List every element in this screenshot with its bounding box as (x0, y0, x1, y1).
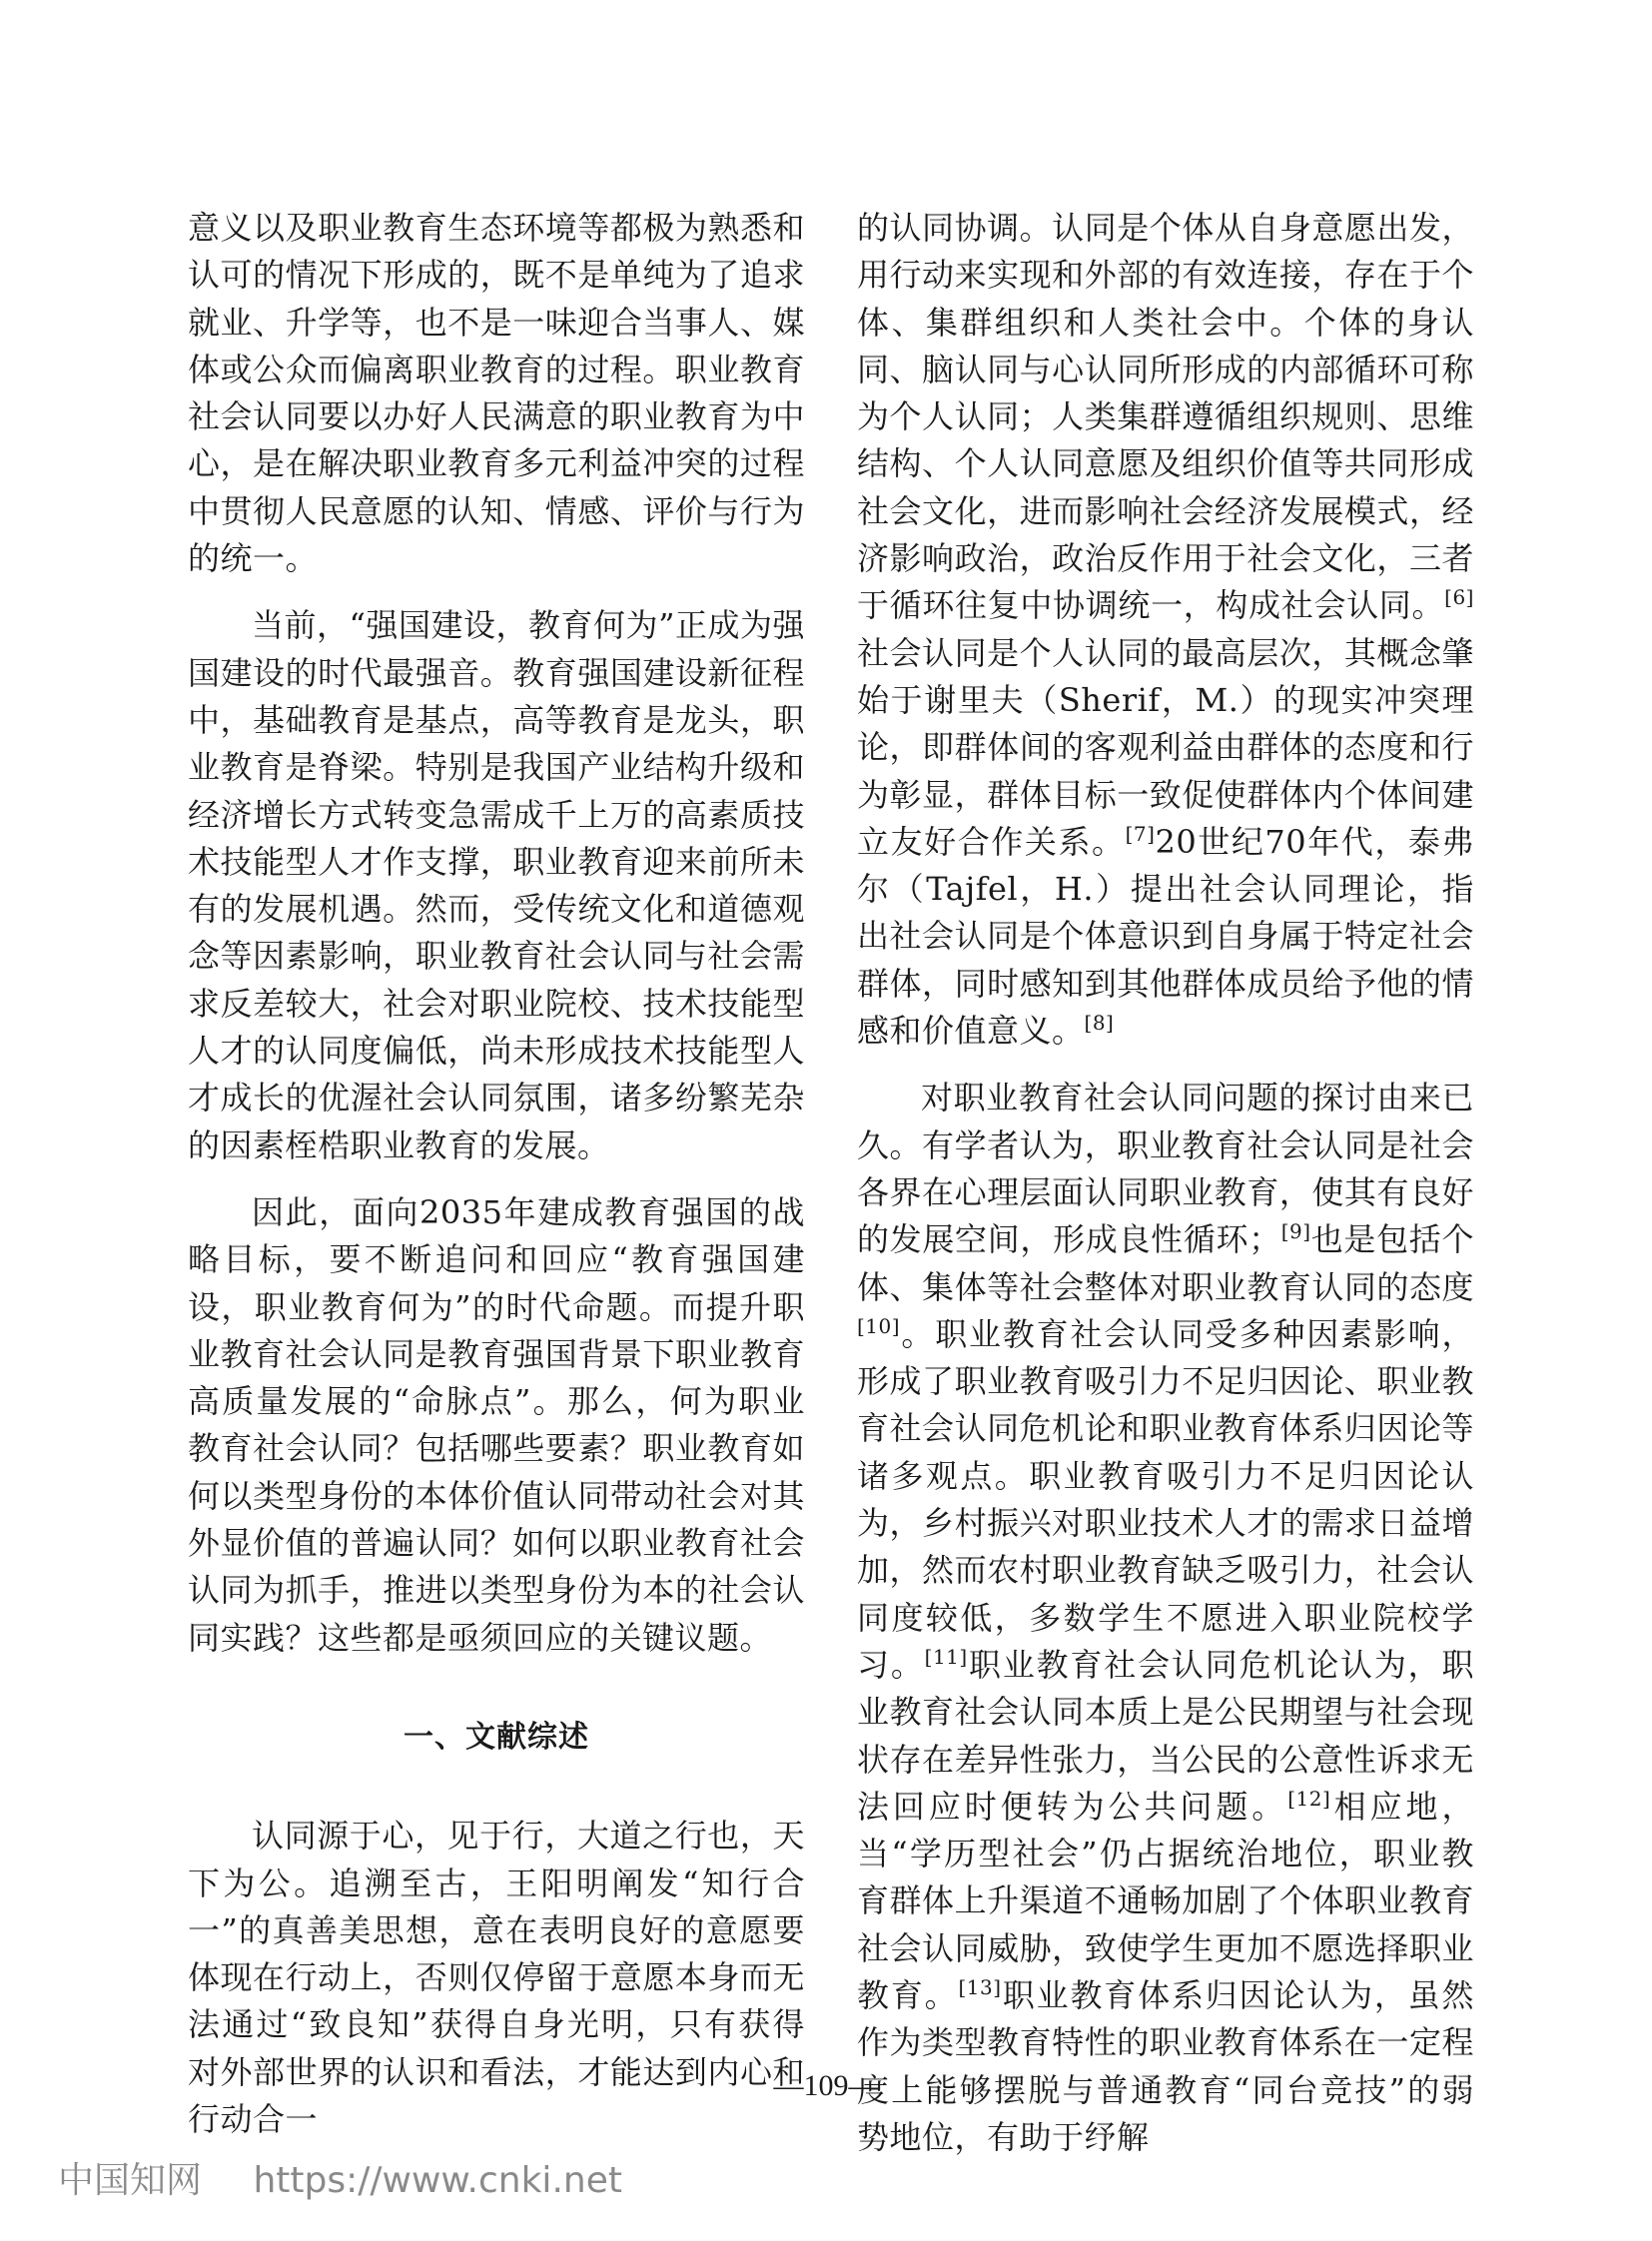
watermark-url: https://www.cnki.net (253, 2160, 622, 2201)
text-run: 20世纪70年代，泰弗尔（Tajfel，H.）提出社会认同理论，指出社会认同是个体意识到自身属于特定社会群体，同时感知到其他群体成员给予他的情感和价值意义。 (857, 822, 1474, 1051)
text-run: 的认同协调。认同是个体从自身意愿出发，用行动来实现和外部的有效连接，存在于个体、集群组织和人类社会中。个体的身认同、脑认同与心认同所形成的内部循环可称为个人认同；人类集群遵循组织规则、思维结构、个人认同意愿及组织价值等共同形成社会文化，进而影响社会经济发展模式，经济影响政治，政治反作用于社会文化，三者于循环往复中协调统一，构成社会认同。 (857, 209, 1474, 625)
right-column (857, 205, 1474, 2161)
citation-ref: [9] (1280, 1219, 1311, 1244)
citation-ref: [7] (1125, 821, 1156, 846)
text-run: 对职业教育社会认同问题的探讨由来已久。有学者认为，职业教育社会认同是社会各界在心理层面认同职业教育，使其有良好的发展空间，形成良性循环； (857, 1079, 1474, 1259)
body-paragraph (857, 205, 1474, 1055)
citation-ref: [10] (857, 1313, 901, 1338)
text-run: 也是包括个体、集体等社会整体对职业教育认同的态度 (857, 1220, 1474, 1306)
left-column (188, 205, 805, 2143)
citation-ref: [8] (1084, 1011, 1115, 1036)
body-paragraph: 意义以及职业教育生态环境等都极为熟悉和认可的情况下形成的，既不是单纯为了追求就业、升学等，也不是一味迎合当事人、媒体或公众而偏离职业教育的过程。职业教育社会认同要以办好人民满意的职业教育为中心，是在解决职业教育多元利益冲突的过程中贯彻人民意愿的认知、情感、评价与行为的统一。 (188, 209, 805, 578)
text-run: 职业教育社会认同危机论认为，职业教育社会认同本质上是公民期望与社会现状存在差异性张力，当公民的公意性诉求无法回应时便转为公共问题。 (857, 1645, 1474, 1826)
section-heading: 一、文献综述 (404, 1719, 589, 1755)
body-paragraph (857, 1075, 1474, 2161)
body-paragraph: 因此，面向2035年建成教育强国的战略目标，要不断追问和回应“教育强国建设，职业教育何为”的时代命题。而提升职业教育社会认同是教育强国背景下职业教育高质量发展的“命脉点”。那么，何为职业教育社会认同？包括哪些要素？职业教育如何以类型身份的本体价值认同带动社会对其外显价值的普遍认同？如何以职业教育社会认同为抓手，推进以类型身份为本的社会认同实践？这些都是亟须回应的关键议题。 (188, 1192, 805, 1657)
body-paragraph: 认同源于心，见于行，大道之行也，天下为公。追溯至古，王阳明阐发“知行合一”的真善美思想，意在表明良好的意愿要体现在行动上，否则仅停留于意愿本身而无法通过“致良知”获得自身光明，只有获得对外部世界的认识和看法，才能达到内心和行动合一 (188, 1817, 805, 2138)
citation-ref: [6] (1444, 585, 1474, 610)
text-run: 职业教育体系归因论认为，虽然作为类型教育特性的职业教育体系在一定程度上能够摆脱与普通教育“同台竞技”的弱势地位，有助于纾解 (857, 1975, 1474, 2156)
text-run: 。职业教育社会认同受多种因素影响，形成了职业教育吸引力不足归因论、职业教育社会认同危机论和职业教育体系归因论等诸多观点。职业教育吸引力不足归因论认为，乡村振兴对职业技术人才的需求日益增加，然而农村职业教育缺乏吸引力，社会认同度较低，多数学生不愿进入职业院校学习。 (857, 1314, 1474, 1684)
text-run: 相应地，当“学历型社会”仍占据统治地位，职业教育群体上升渠道不通畅加剧了个体职业教育社会认同威胁，致使学生更加不愿选择职业教育。 (857, 1787, 1474, 2014)
text-run: 社会认同是个人认同的最高层次，其概念肇始于谢里夫（Sherif，M.）的现实冲突理论，即群体间的客观利益由群体的态度和行为彰显，群体目标一致促使群体内个体间建立友好合作关系。 (857, 633, 1474, 861)
citation-ref: [13] (958, 1974, 1002, 1999)
citation-ref: [12] (1287, 1786, 1331, 1811)
cnki-watermark (58, 2152, 622, 2203)
page-number: —109— (773, 2069, 879, 2102)
watermark-brand: 中国知网 (58, 2160, 203, 2201)
body-paragraph: 当前，“强国建设，教育何为”正成为强国建设的时代最强音。教育强国建设新征程中，基础教育是基点，高等教育是龙头，职业教育是脊梁。特别是我国产业结构升级和经济增长方式转变急需成千上万的高素质技术技能型人才作支撑，职业教育迎来前所未有的发展机遇。然而，受传统文化和道德观念等因素影响，职业教育社会认同与社会需求反差较大，社会对职业院校、技术技能型人才的认同度偏低，尚未形成技术技能型人才成长的优渥社会认同氛围，诸多纷繁芜杂的因素桎梏职业教育的发展。 (188, 606, 805, 1164)
citation-ref: [11] (924, 1644, 968, 1669)
